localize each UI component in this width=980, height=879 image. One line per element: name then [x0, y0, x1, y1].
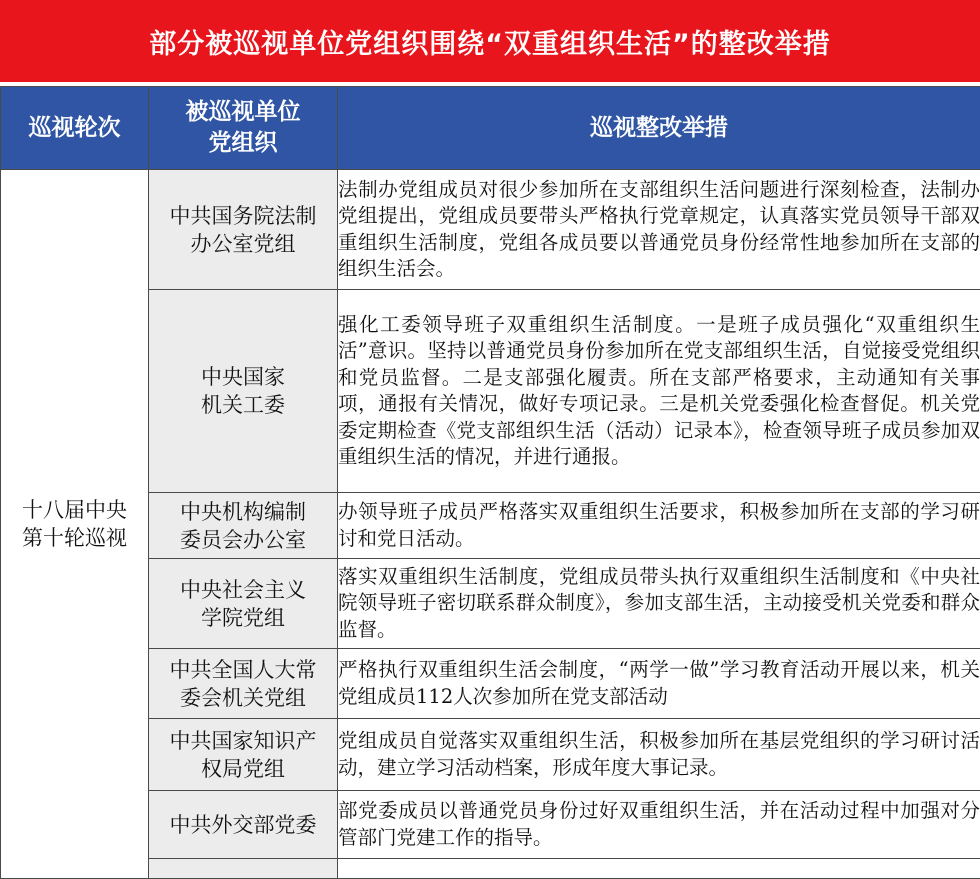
- round-cell: 十八届中央 第十轮巡视: [1, 170, 149, 879]
- measure-cell: 严格执行双重组织生活会制度，“两学一做”学习教育活动开展以来，机关党组成员112人次参加所在党支部活动: [338, 649, 980, 719]
- header-measures: 巡视整改举措: [338, 87, 980, 170]
- header-round: 巡视轮次: [1, 87, 149, 170]
- measure-cell: 法制办党组成员对很少参加所在支部组织生活问题进行深刻检查，法制办党组提出，党组成员要带头严格执行党章规定，认真落实党员领导干部双重组织生活制度，党组各成员要以普通党员身份经常性地参加所在支部的组织生活会。: [338, 170, 980, 290]
- unit-cell: 中共全国人大常 委会机关党组: [149, 649, 338, 719]
- table-header-row: [1, 87, 980, 170]
- measure-cell: 落实双重组织生活制度，党组成员带头执行双重组织生活制度和《中央社院领导班子密切联系群众制度》，参加支部生活，主动接受机关党委和群众监督。: [338, 559, 980, 649]
- page-title: 部分被巡视单位党组织围绕“双重组织生活”的整改举措: [0, 0, 980, 82]
- unit-cell: 中央机构编制 委员会办公室: [149, 493, 338, 559]
- unit-cell: 中共国务院法制 办公室党组: [149, 170, 338, 290]
- measure-cell: 强化工委领导班子双重组织生活制度。一是班子成员强化“双重组织生活”意识。坚持以普通党员身份参加所在党支部组织生活，自觉接受党组织和党员监督。二是支部强化履责。所在支部严格要求，主动通知有关事项，通报有关情况，做好专项记录。三是机关党委强化检查督促。机关党委定期检查《党支部组织生活（活动）记录本》，检查领导班子成员参加双重组织生活的情况，并进行通报。: [338, 290, 980, 493]
- unit-cell: 中共外交部党委: [149, 791, 338, 859]
- measure-cell: 办领导班子成员严格落实双重组织生活要求，积极参加所在支部的学习研讨和党日活动。: [338, 493, 980, 559]
- unit-cell: 中央社会主义 学院党组: [149, 559, 338, 649]
- measure-cell-empty: [338, 859, 980, 879]
- unit-cell: 中共国家知识产 权局党组: [149, 719, 338, 791]
- unit-cell-empty: [149, 859, 338, 879]
- table-row: [1, 170, 980, 290]
- measure-cell: 部党委成员以普通党员身份过好双重组织生活，并在活动过程中加强对分管部门党建工作的指导。: [338, 791, 980, 859]
- rectification-table: [0, 86, 980, 879]
- measure-cell: 党组成员自觉落实双重组织生活，积极参加所在基层党组织的学习研讨活动，建立学习活动档案，形成年度大事记录。: [338, 719, 980, 791]
- unit-cell: 中央国家 机关工委: [149, 290, 338, 493]
- header-unit: 被巡视单位 党组织: [149, 87, 338, 170]
